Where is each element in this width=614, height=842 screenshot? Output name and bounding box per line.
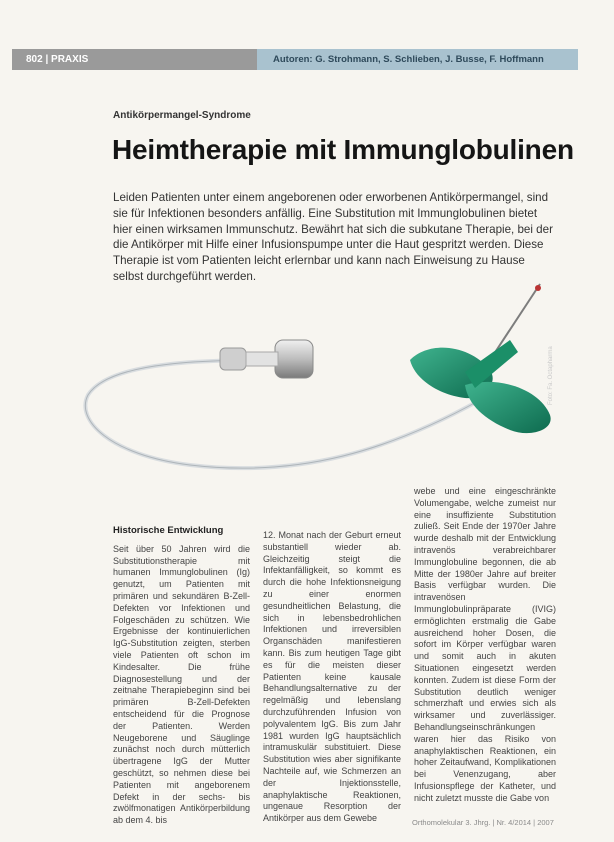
section-heading: Historische Entwicklung [113,525,224,536]
section-label: 802 | PRAXIS [12,49,257,70]
column-2 [263,530,401,827]
article-title: Heimtherapie mit Immunglobulinen [112,134,574,165]
butterfly-wings [410,340,551,433]
photo-credit: Foto: Fa. Octapharma [548,346,554,405]
authors-label: Autoren: G. Strohmann, S. Schlieben, J. Busse, F. Hoffmann [257,49,578,70]
column-1-text: Seit über 50 Jahren wird die Substitutionstherapie mit humanen Immunglobulinen (Ig) genutzt, um Patienten mit primären und sekundären B-Zell-Defekten vor Infektionen und Folgeschäden zu schützen. Wie Ergebnisse der kontinuierlichen IgG-Substitution zeigten, sterben viele Patienten oft schon im Kindesalter. Die frühe Diagnosestellung und der zeitnahe Therapiebeginn sind bei primären B-Zell-Defekten entscheidend für die Prognose der Patienten. Werden Neugeborene und Säuglinge zunächst noch durch mütterlich übertragene IgG der Mutter geschützt, so nehmen diese bei Patienten mit angeborenem Defekt in der sechs- bis zwölfmonatigen Antikörperbildung ab dem 4. bis [113,543,250,826]
column-1 [113,525,250,829]
column-3 [414,486,556,807]
article-overline: Antikörpermangel-Syndrome [113,110,251,121]
page-footer: Orthomolekular 3. Jhrg. | Nr. 4/2014 | 2007 [412,818,554,827]
infusion-set-image [70,280,570,490]
article-lead: Leiden Patienten unter einem angeborenen oder erworbenen Antikörpermangel, sind sie für Infektionen besonders anfällig. Eine Substitution mit Immunglobulinen bietet hier einen wirksamen Immunschutz. Bewährt hat sich die subkutane Therapie, bei der die Antikörper mit Hilfe einer Infusionspumpe unter die Haut gespritzt werden. Diese Therapie ist vom Patienten leicht erlernbar und kann nach Einweisung zu Hause selbst durchgeführt werden. [113,191,553,283]
column-2-text: 12. Monat nach der Geburt erneut substantiell wieder ab. Gleichzeitig steigt die Infektanfälligkeit, so kommt es durch die hohe Infektionsneigung zu einer enormen gesundheitlichen Belastung, die sich in lebensbedrohlichen Infektionen und irreversiblen Organschäden manifestieren kann. Bis zum heutigen Tage gibt es für die meisten dieser Patienten keine kausale Behandlungsalternative zu der regelmäßig und lebenslang durchzuführenden Infusion von polyvalentem IgG. Bis zum Jahr 1981 wurden IgG hauptsächlich intramuskulär substituiert. Diese Substitution wies aber signifikante Nachteile auf, wie Schmerzen an der Injektionsstelle, anaphylaktische Reaktionen, ungenaue Resorption der Antikörper aus dem Gewebe [263,530,401,824]
luer-connector [220,340,313,378]
header-bar [12,49,578,70]
column-3-text: webe und eine eingeschränkte Volumengabe, welche zumeist nur eine insuffiziente Substitution zuließ. Seit Ende der 1970er Jahre wurde deshalb mit der Entwicklung intravenös verabreichbarer Immunglobuline begonnen, die ab Mitte der 1980er Jahre auf breiter Basis verfügbar wurden. Die intravenösen Immunglobulinpräparate (IVIG) ermöglichten erstmalig die Gabe ausreichend hoher Dosen, die sofort im Körper verfügbar waren und somit auch in akuten Situationen eingesetzt werden konnten. Zudem ist diese Form der Substitution deutlich weniger schmerzhaft und erwies sich als wirksamer und zuverlässiger. Behandlungseinschränkungen waren hier das Risiko von anaphylaktischen Reaktionen, ein hoher Zeitaufwand, Komplikationen bei Venenzugang, aber Infusionspflege der Katheter, und nicht zuletzt musste die Gabe von [414,486,556,803]
